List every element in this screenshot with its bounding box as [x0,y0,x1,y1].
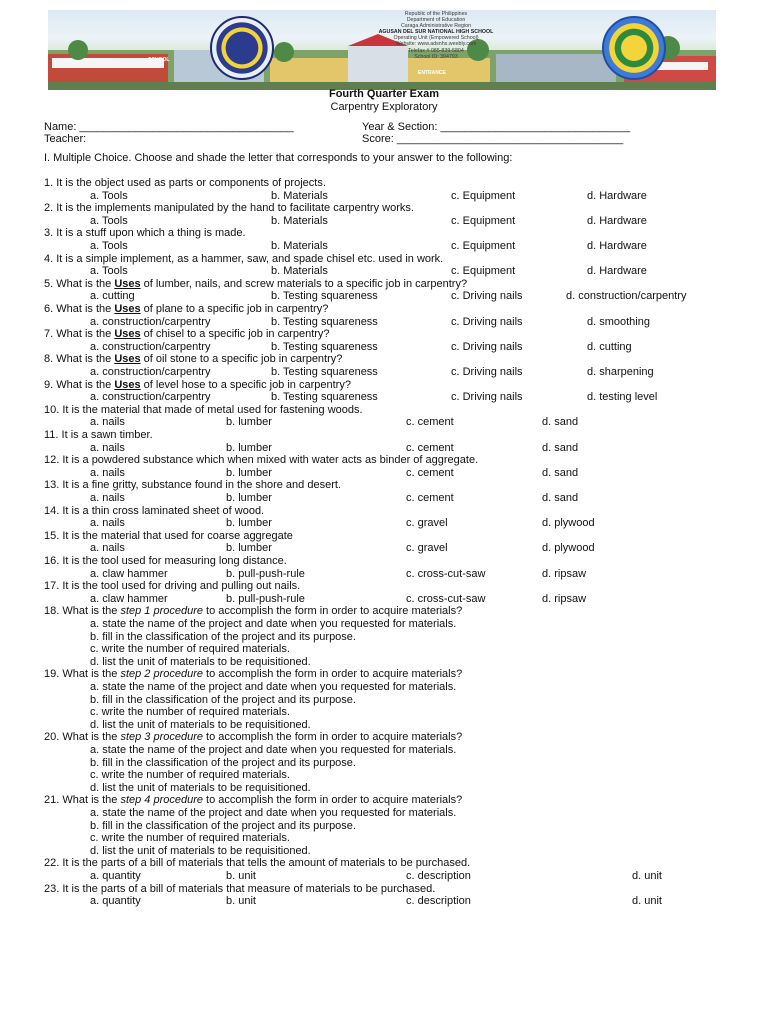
answer-option[interactable]: c. Driving nails [451,391,523,404]
answer-option[interactable]: c. write the number of required materials. [90,832,290,845]
name-field[interactable]: Name: ___________________________________ [44,121,294,133]
answer-option[interactable]: c. gravel [406,542,448,555]
answer-option[interactable]: a. construction/carpentry [90,391,211,404]
question-text [44,303,328,316]
answer-option[interactable]: d. list the unit of materials to be requisitioned. [90,844,311,857]
answer-option[interactable]: a. quantity [90,895,141,908]
question-stem-start: 20. What is the [44,731,121,744]
answer-option[interactable]: a. claw hammer [90,592,168,605]
question-stem: 2. It is the implements manipulated by the hand to facilitate carpentry works. [44,202,414,215]
question-text [44,605,462,618]
question-stem: 4. It is a simple implement, as a hammer, saw, and spade chisel etc. used in work. [44,252,444,265]
answer-option[interactable]: a. Tools [90,265,128,278]
answer-option[interactable]: d. sand [542,416,579,429]
question-text [44,177,326,190]
school-info-line: Website: www.adsnhs.weebly.com [395,41,477,48]
answer-option[interactable]: b. lumber [226,492,272,504]
answer-option[interactable]: c. Equipment [451,189,516,202]
question-text [44,731,462,744]
question-stem: 12. It is a powdered substance which when mixed with water acts as binder of aggregate. [44,454,479,467]
answer-option[interactable]: d. list the unit of materials to be requisitioned. [90,655,311,668]
answer-option[interactable]: b. Testing squareness [271,391,378,404]
question-stem-end: to accomplish the form in order to acquire materials? [203,731,463,744]
question-text [44,429,153,442]
answer-option[interactable]: a. nails [90,466,125,479]
answer-option[interactable]: a. claw hammer [90,567,168,580]
question-stem-end: of lumber, nails, and screw materials to a specific job in carpentry? [140,277,468,290]
score-field[interactable]: Score: _____________________________________ [362,133,624,145]
question-text [44,454,478,467]
answer-option[interactable]: b. unit [226,895,256,908]
answer-option[interactable]: a. nails [90,542,125,555]
answer-option[interactable]: a. Tools [90,214,128,227]
question-stem-start: 6. What is the [44,303,115,315]
question-stem-start: 5. What is the [44,277,115,290]
answer-option[interactable]: a. quantity [90,870,141,882]
answer-option[interactable]: d. ripsaw [542,592,587,605]
answer-option[interactable]: b. Materials [271,214,328,227]
question-text [44,580,300,593]
answer-option[interactable]: c. Driving nails [451,315,523,328]
answer-option[interactable]: a. state the name of the project and date when you requested for materials. [90,807,457,819]
answer-option[interactable]: b. lumber [226,441,272,454]
question-step-label: step 1 procedure [120,605,203,618]
school-name: AGUSAN DEL SUR NATIONAL HIGH SCHOOL [378,29,494,36]
question-keyword: Uses [114,303,141,315]
answer-option[interactable]: d. plywood [542,517,595,530]
answer-option[interactable]: d. ripsaw [542,567,587,580]
question-stem-end: to accomplish the form in order to acquire materials? [203,668,463,681]
question-step-label: step 3 procedure [120,731,203,744]
question-stem: 1. It is the object used as parts or components of projects. [44,177,326,189]
answer-option[interactable]: c. Equipment [451,240,516,252]
question-text [44,278,467,291]
answer-option[interactable]: a. cutting [90,290,135,303]
answer-option[interactable]: a. construction/carpentry [90,315,211,328]
question-text [44,227,246,240]
answer-option[interactable]: c. cement [406,416,454,429]
school-info-line: Caraga Administrative Region [400,23,472,30]
question-stem-end: of oil stone to a specific job in carpentry? [140,353,343,366]
question-stem-end: to accomplish the form in order to acquire materials? [203,794,463,807]
answer-option[interactable]: d. testing level [587,391,658,404]
question-text [44,404,363,417]
question-text [44,555,287,568]
answer-option[interactable]: c. Equipment [451,214,516,227]
question-stem-start: 18. What is the [44,605,121,618]
answer-option[interactable]: a. state the name of the project and date when you requested for materials. [90,744,457,756]
answer-option[interactable]: a. nails [90,441,125,454]
answer-option[interactable]: c. Driving nails [451,366,523,378]
answer-option[interactable]: d. sand [542,441,579,454]
answer-option[interactable]: c. cement [406,492,454,504]
question-text [44,353,342,366]
question-text [44,479,341,492]
answer-option[interactable]: b. lumber [226,466,272,479]
answer-option[interactable]: d. construction/carpentry [566,290,687,303]
question-keyword: Uses [114,328,141,341]
question-text [44,328,330,341]
question-stem: 3. It is a stuff upon which a thing is made. [44,227,246,240]
question-text [44,668,462,681]
school-info-line: Department of Education [406,17,466,24]
question-text [44,857,470,870]
answer-option[interactable]: a. nails [90,492,125,504]
school-info-line: School ID: 304793 [414,53,458,60]
question-keyword: Uses [114,353,141,366]
question-stem: 14. It is a thin cross laminated sheet of wood. [44,504,265,517]
school-info-line: Telefax # 085-839-5804 [408,47,464,54]
question-step-label: step 4 procedure [120,794,203,807]
question-stem-start: 21. What is the [44,794,121,807]
school-info-line: Republic of the Philippines [404,11,468,17]
teacher-field[interactable]: Teacher: [44,133,87,145]
question-text [44,202,414,215]
answer-option[interactable]: b. unit [226,870,256,882]
exam-title: Fourth Quarter Exam [328,88,440,100]
answer-option[interactable]: d. list the unit of materials to be requisitioned. [90,718,311,731]
question-stem: 15. It is the material that used for coarse aggregate [44,529,293,542]
answer-option[interactable]: c. cement [406,441,454,454]
answer-option[interactable]: b. Testing squareness [271,315,378,328]
answer-option[interactable]: b. lumber [226,542,272,555]
answer-option[interactable]: d. cutting [587,340,632,353]
question-stem-end: of plane to a specific job in carpentry? [140,303,329,315]
question-text [44,530,293,543]
answer-option[interactable]: a. nails [90,517,125,530]
question-stem: 11. It is a sawn timber. [44,429,153,441]
question-stem: 22. It is the parts of a bill of materials that tells the amount of materials to be purchased. [44,857,471,870]
answer-option[interactable]: d. unit [632,895,662,908]
question-stem-end: of level hose to a specific job in carpentry? [140,378,351,391]
answer-option[interactable]: b. fill in the classification of the project and its purpose. [90,630,356,643]
answer-option[interactable]: b. Testing squareness [271,340,378,353]
answer-option[interactable]: b. lumber [226,416,272,429]
school-info-block [280,11,592,60]
answer-option[interactable]: c. Equipment [451,265,516,278]
answer-option[interactable]: c. Driving nails [451,290,523,303]
answer-option[interactable]: b. Materials [271,240,328,252]
year-section-field[interactable]: Year & Section: _______________________________ [362,121,631,133]
building-sign-left: SCHOOL [148,57,170,63]
answer-option[interactable]: d. Hardware [587,214,647,227]
question-stem-end: of chisel to a specific job in carpentry? [140,328,330,341]
answer-option[interactable]: b. fill in the classification of the project and its purpose. [90,756,356,769]
answer-option[interactable]: d. sand [542,466,579,479]
answer-option[interactable]: a. construction/carpentry [90,366,211,378]
answer-option[interactable]: b. pull-push-rule [226,592,305,605]
answer-option[interactable]: c. description [406,895,471,908]
question-text [44,883,435,896]
answer-option[interactable]: c. cement [406,466,454,479]
instructions: I. Multiple Choice. Choose and shade the letter that corresponds to your answer to the following: [44,152,513,164]
answer-option[interactable]: b. Testing squareness [271,366,378,378]
answer-option[interactable]: b. fill in the classification of the project and its purpose. [90,693,356,706]
question-stem: 17. It is the tool used for driving and pulling out nails. [44,580,301,593]
answer-option[interactable]: b. Materials [271,265,328,278]
answer-option[interactable]: d. unit [632,870,662,882]
answer-option[interactable]: c. write the number of required materials. [90,643,290,656]
question-stem: 10. It is the material that made of metal used for fastening woods. [44,403,363,416]
exam-subtitle: Carpentry Exploratory [330,101,438,113]
answer-option[interactable]: b. fill in the classification of the project and its purpose. [90,819,356,832]
question-stem-start: 7. What is the [44,328,115,341]
answer-option[interactable]: c. description [406,870,471,882]
question-text [44,253,443,266]
deped-seal-logo [210,16,274,80]
answer-option[interactable]: c. write the number of required materials. [90,706,290,719]
answer-option[interactable]: c. cross-cut-saw [406,567,486,580]
answer-option[interactable]: d. smoothing [587,315,650,328]
question-text [44,379,351,392]
answer-option[interactable]: c. Driving nails [451,340,523,353]
answer-option[interactable]: d. plywood [542,542,595,555]
question-stem-start: 19. What is the [44,668,121,681]
answer-option[interactable]: d. Hardware [587,189,647,202]
answer-option[interactable]: a. state the name of the project and date when you requested for materials. [90,618,457,630]
answer-option[interactable]: c. write the number of required materials. [90,769,290,782]
answer-option[interactable]: d. list the unit of materials to be requisitioned. [90,781,311,794]
question-text [44,794,462,807]
question-stem-start: 9. What is the [44,378,115,391]
answer-option[interactable]: a. construction/carpentry [90,340,211,353]
building-sign-center: ENTRANCE [418,70,446,76]
answer-option[interactable]: c. gravel [406,517,448,530]
question-step-label: step 2 procedure [120,668,203,681]
answer-option[interactable]: a. Tools [90,189,128,202]
question-stem: 13. It is a fine gritty, substance found in the shore and desert. [44,479,341,492]
question-keyword: Uses [114,378,141,391]
question-stem-start: 8. What is the [44,353,115,366]
answer-option[interactable]: d. sharpening [587,366,654,378]
answer-option[interactable]: d. Hardware [587,240,647,252]
question-stem-end: to accomplish the form in order to acquire materials? [203,605,463,618]
answer-option[interactable]: a. state the name of the project and date when you requested for materials. [90,681,457,693]
question-keyword: Uses [114,277,141,290]
question-stem: 23. It is the parts of a bill of materials that measure of materials to be purchased. [44,882,436,895]
answer-option[interactable]: c. cross-cut-saw [406,592,486,605]
answer-option[interactable]: d. Hardware [587,265,647,278]
answer-option[interactable]: d. sand [542,492,579,504]
answer-option[interactable]: b. Testing squareness [271,290,378,303]
school-seal-logo [602,16,666,80]
question-stem: 16. It is the tool used for measuring long distance. [44,555,287,567]
answer-option[interactable]: b. pull-push-rule [226,567,305,580]
school-header-banner [48,10,716,90]
question-text [44,505,264,518]
school-info-line: Operating Unit (Empowered School) [393,35,479,42]
answer-option[interactable]: a. Tools [90,240,128,252]
answer-option[interactable]: b. Materials [271,189,328,202]
answer-option[interactable]: b. lumber [226,517,272,530]
answer-option[interactable]: a. nails [90,416,125,429]
